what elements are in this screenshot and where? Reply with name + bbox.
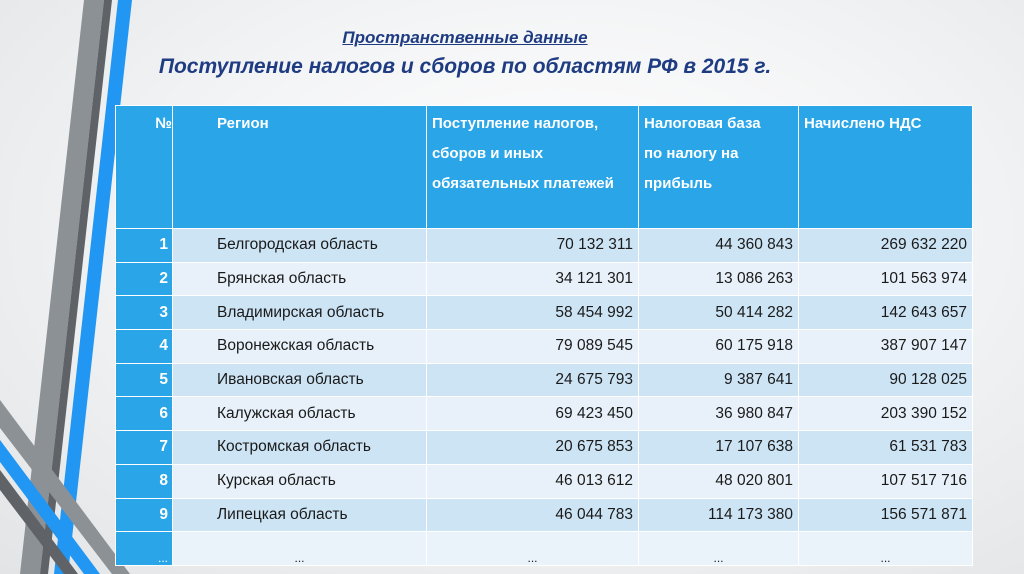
row-tax-base: 36 980 847	[639, 397, 799, 431]
row-tax-base: 9 387 641	[639, 363, 799, 397]
col-header-num: №	[116, 106, 173, 229]
row-receipts: 46 044 783	[427, 498, 639, 532]
row-receipts: 69 423 450	[427, 397, 639, 431]
table-row-ellipsis	[116, 532, 973, 566]
row-num: 4	[116, 330, 173, 364]
row-vat: 142 643 657	[799, 296, 973, 330]
table-row	[116, 464, 973, 498]
row-tax-base: 60 175 918	[639, 330, 799, 364]
row-vat: 156 571 871	[799, 498, 973, 532]
row-region: Воронежская область	[173, 330, 427, 364]
row-region: Белгородская область	[173, 229, 427, 263]
row-num: 3	[116, 296, 173, 330]
col-header-tax-base-label: Налоговая база по налогу на прибыль	[644, 115, 761, 192]
title-block	[120, 26, 810, 82]
row-tax-base: 50 414 282	[639, 296, 799, 330]
row-tax-base: 48 020 801	[639, 464, 799, 498]
row-num: 1	[116, 229, 173, 263]
row-vat: 90 128 025	[799, 363, 973, 397]
table-row	[116, 330, 973, 364]
row-tax-base: 44 360 843	[639, 229, 799, 263]
row-num: 6	[116, 397, 173, 431]
col-header-tax-base	[639, 106, 799, 229]
row-num: 7	[116, 431, 173, 465]
row-num: 8	[116, 464, 173, 498]
table-row	[116, 262, 973, 296]
row-receipts: 70 132 311	[427, 229, 639, 263]
row-tax-base: 17 107 638	[639, 431, 799, 465]
row-vat: 269 632 220	[799, 229, 973, 263]
row-vat: 61 531 783	[799, 431, 973, 465]
row-vat: 387 907 147	[799, 330, 973, 364]
row-region: Курская область	[173, 464, 427, 498]
row-region: Ивановская область	[173, 363, 427, 397]
row-region: Калужская область	[173, 397, 427, 431]
slide-title: Поступление налогов и сборов по областям РФ в 2015 г.	[158, 55, 772, 78]
row-receipts: 79 089 545	[427, 330, 639, 364]
row-num: ...	[116, 532, 173, 566]
row-region: ...	[173, 532, 427, 566]
row-region: Брянская область	[173, 262, 427, 296]
table-row	[116, 498, 973, 532]
row-region: Липецкая область	[173, 498, 427, 532]
table-row	[116, 431, 973, 465]
row-region: Владимирская область	[173, 296, 427, 330]
row-vat: 101 563 974	[799, 262, 973, 296]
col-header-vat	[799, 106, 973, 229]
row-receipts: 34 121 301	[427, 262, 639, 296]
row-receipts: 46 013 612	[427, 464, 639, 498]
col-header-vat-label: Начислено НДС	[804, 115, 922, 132]
row-region: Костромская область	[173, 431, 427, 465]
row-num: 9	[116, 498, 173, 532]
row-vat: 107 517 716	[799, 464, 973, 498]
row-receipts: ...	[427, 532, 639, 566]
row-receipts: 24 675 793	[427, 363, 639, 397]
row-vat: ...	[799, 532, 973, 566]
table-row	[116, 363, 973, 397]
row-vat: 203 390 152	[799, 397, 973, 431]
row-tax-base: ...	[639, 532, 799, 566]
row-tax-base: 13 086 263	[639, 262, 799, 296]
row-tax-base: 114 173 380	[639, 498, 799, 532]
row-num: 5	[116, 363, 173, 397]
row-num: 2	[116, 262, 173, 296]
row-receipts: 58 454 992	[427, 296, 639, 330]
row-receipts: 20 675 853	[427, 431, 639, 465]
tax-table	[115, 105, 973, 566]
table-row	[116, 229, 973, 263]
col-header-receipts-label: Поступление налогов, сборов и иных обязательных платежей	[432, 115, 614, 192]
table-header-row	[116, 106, 973, 229]
table-row	[116, 296, 973, 330]
col-header-region: Регион	[173, 106, 427, 229]
table-row	[116, 397, 973, 431]
col-header-receipts	[427, 106, 639, 229]
slide-subtitle: Пространственные данные	[342, 28, 588, 47]
